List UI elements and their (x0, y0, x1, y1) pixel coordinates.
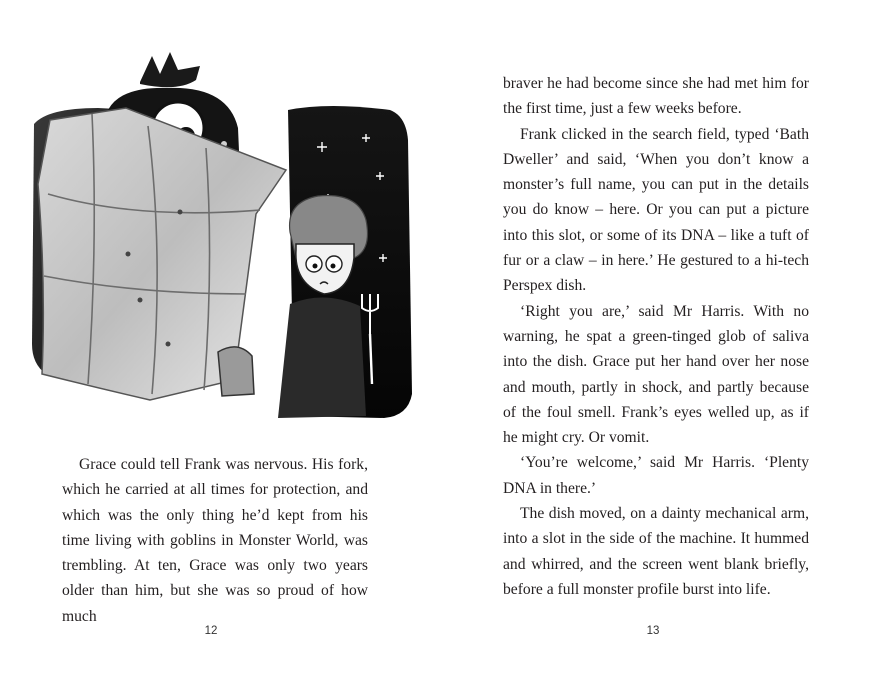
monster-hand (218, 347, 254, 396)
monster-and-boy-illustration (28, 44, 413, 430)
paragraph: ‘You’re welcome,’ said Mr Harris. ‘Plenty DNA in there.’ (503, 454, 809, 497)
paragraph: The dish moved, on a dainty mechanical arm, into a slot in the side of the machine. It hummed and whirred, and the screen went blank briefly, before a full monster profile burst into life. (503, 505, 809, 598)
paragraph: Grace could tell Frank was nervous. His fork, which he carried at all times for protection, and which was the only thing he’d kept from his time living with goblins in Monster World, was trembling. At ten, Grace was only two years older than him, but she was so proud of how much (62, 456, 368, 625)
paragraph: Frank clicked in the search field, typed ‘Bath Dweller’ and said, ‘When you don’t know a monster’s full name, you can put in the details you do know – here. Or you can put a picture into this slot, or some of its DNA – like a tuft of fur or a claw – in here.’ He gestured to a hi-tech Perspex dish. (503, 125, 809, 295)
right-page (434, 0, 869, 675)
illustration-drawing (28, 44, 413, 430)
paragraph: ‘Right you are,’ said Mr Harris. With no warning, he spat a green-tinged glob of saliva into the dish. Grace put her hand over her nose and mouth, partly in shock, and partly because of the foul smell. Frank’s eyes welled up, as if he might cry. Or vomit. (503, 302, 809, 447)
left-page (0, 0, 434, 675)
right-page-text (503, 71, 809, 602)
continued-paragraph: braver he had become since she had met him for the first time, just a few weeks before. (503, 75, 809, 118)
page-number-right: 13 (646, 625, 660, 637)
hat (140, 52, 200, 87)
page-number-left: 12 (204, 625, 218, 637)
boy-body (278, 297, 366, 418)
left-page-text (62, 452, 368, 629)
